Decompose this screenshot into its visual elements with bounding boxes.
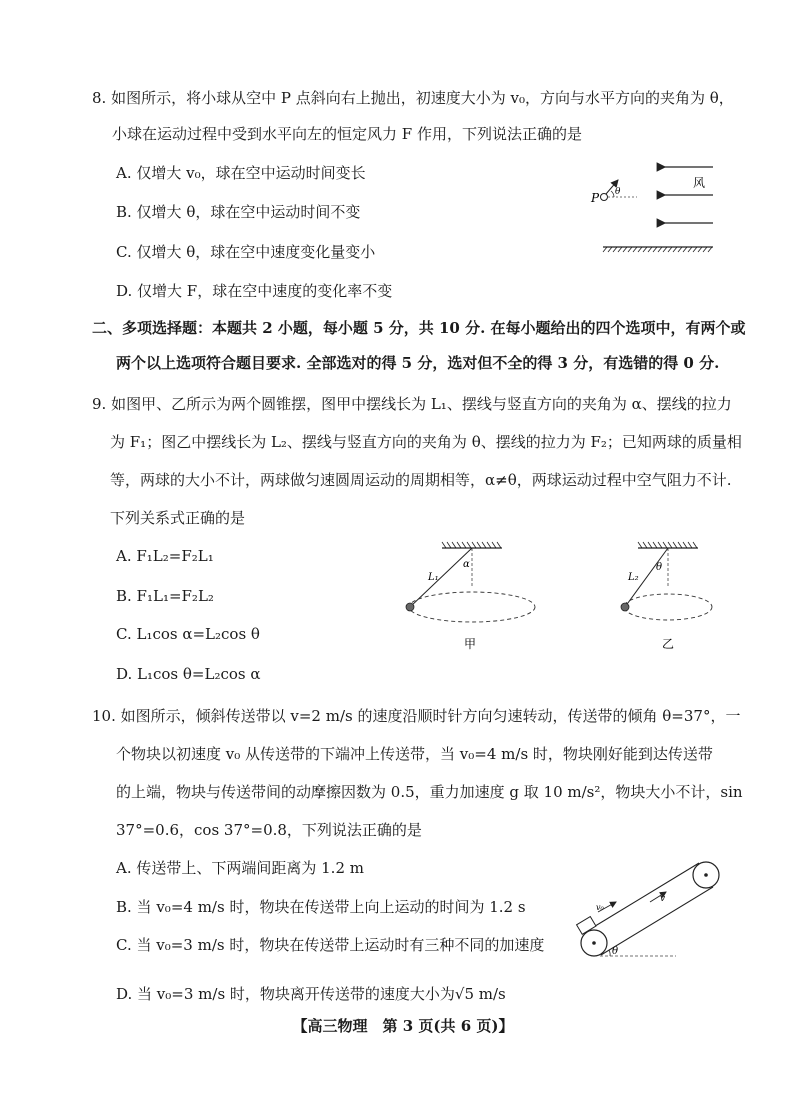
hatch-mark — [693, 542, 697, 548]
hatch-mark — [462, 542, 466, 548]
ball-right — [621, 603, 629, 611]
hatch-mark — [482, 542, 486, 548]
q8-option-a: A. 仅增大 v₀，球在空中运动时间变长 — [116, 164, 366, 182]
hatch-mark — [613, 247, 617, 252]
hatch-mark — [643, 542, 647, 548]
point-p-label: P — [591, 191, 600, 205]
q8-stem-line1: 8. 如图所示，将小球从空中 P 点斜向右上抛出，初速度大小为 v₀，方向与水平方向的夹角为 θ， — [92, 89, 734, 107]
hatch-mark — [492, 542, 496, 548]
q8-stem-line2: 小球在运动过程中受到水平向左的恒定风力 F 作用，下列说法正确的是 — [112, 125, 582, 143]
hatch-mark — [643, 247, 647, 252]
belt-upper — [587, 863, 699, 931]
q10-stem-line3: 的上端，物块与传送带间的动摩擦因数为 0.5，重力加速度 g 取 10 m/s²，物块大小不计，sin — [116, 783, 743, 801]
length-label-right: L₂ — [628, 572, 639, 583]
orbit-right — [624, 594, 712, 620]
q8-wind-figure — [585, 155, 720, 255]
string-left — [410, 548, 472, 607]
hatch-mark — [653, 542, 657, 548]
hatch-mark — [688, 542, 692, 548]
hatch-mark — [472, 542, 476, 548]
section2-heading-line1: 二、多项选择题：本题共 2 小题，每小题 5 分，共 10 分. 在每小题给出的四个选项中，有两个或 — [92, 319, 746, 337]
hatch-mark — [673, 542, 677, 548]
hatch-mark — [638, 542, 642, 548]
q10-option-d: D. 当 v₀=3 m/s 时，物块离开传送带的速度大小为√5 m/s — [116, 985, 506, 1003]
hatch-mark — [663, 542, 667, 548]
angle-label-left: α — [463, 559, 470, 570]
hatch-mark — [693, 247, 697, 252]
q9-option-a: A. F₁L₂=F₂L₁ — [116, 547, 214, 565]
hatch-mark — [497, 542, 501, 548]
q9-stem-line3: 等，两球的大小不计，两球做匀速圆周运动的周期相等，α≠θ，两球运动过程中空气阻力不计. — [110, 471, 732, 489]
length-label-left: L₁ — [428, 572, 439, 583]
hatch-mark — [653, 247, 657, 252]
wind-label: 风 — [693, 176, 706, 190]
angle-label-right: θ — [656, 562, 663, 573]
hatch-mark — [688, 247, 692, 252]
hatch-mark — [658, 542, 662, 548]
hatch-mark — [678, 542, 682, 548]
caption-left: 甲 — [464, 637, 477, 651]
q10-stem-line1: 10. 如图所示，倾斜传送带以 v=2 m/s 的速度沿顺时针方向匀速转动，传送带的倾角 θ=37°，一 — [92, 707, 741, 725]
hatch-mark — [678, 247, 682, 252]
q10-option-c: C. 当 v₀=3 m/s 时，物块在传送带上运动时有三种不同的加速度 — [116, 936, 545, 954]
hatch-mark — [648, 542, 652, 548]
hatch-mark — [608, 247, 612, 252]
q10-option-b: B. 当 v₀=4 m/s 时，物块在传送带上向上运动的时间为 1.2 s — [116, 898, 526, 916]
hatch-mark — [663, 247, 667, 252]
ball — [601, 194, 608, 201]
angle-label: θ — [612, 946, 619, 957]
hatch-mark — [477, 542, 481, 548]
hatch-mark — [683, 247, 687, 252]
hatch-mark — [447, 542, 451, 548]
hatch-mark — [452, 542, 456, 548]
orbit-left — [409, 592, 535, 622]
hatch-mark — [648, 247, 652, 252]
hatch-mark — [668, 247, 672, 252]
section2-heading-line2: 两个以上选项符合题目要求. 全部选对的得 5 分，选对但不全的得 3 分，有选错的得 0 分. — [116, 354, 720, 372]
q10-stem-line2: 个物块以初速度 v₀ 从传送带的下端冲上传送带，当 v₀=4 m/s 时，物块刚好能到达传送带 — [116, 745, 713, 763]
hatch-mark — [623, 247, 627, 252]
q9-option-c: C. L₁cos α=L₂cos θ — [116, 625, 260, 643]
q9-option-d: D. L₁cos θ=L₂cos α — [116, 665, 261, 683]
q8-option-b: B. 仅增大 θ，球在空中运动时间不变 — [116, 203, 361, 221]
hatch-mark — [698, 247, 702, 252]
hatch-mark — [683, 542, 687, 548]
page-footer: 【高三物理 第 3 页(共 6 页)】 — [292, 1017, 514, 1035]
hatch-mark — [673, 247, 677, 252]
v0-label: v₀ — [596, 903, 604, 912]
q9-option-b: B. F₁L₁=F₂L₂ — [116, 587, 214, 605]
hatch-mark — [628, 247, 632, 252]
hatch-mark — [633, 247, 637, 252]
q10-conveyor-figure — [570, 852, 720, 967]
angle-label: θ — [615, 187, 621, 197]
q10-option-a: A. 传送带上、下两端间距离为 1.2 m — [116, 859, 364, 877]
q9-stem-line1: 9. 如图甲、乙所示为两个圆锥摆，图甲中摆线长为 L₁、摆线与竖直方向的夹角为 α、摆线的拉力 — [92, 395, 732, 413]
hatch-mark — [703, 247, 707, 252]
hatch-mark — [487, 542, 491, 548]
caption-right: 乙 — [662, 637, 675, 651]
q10-stem-line4: 37°=0.6，cos 37°=0.8，下列说法正确的是 — [116, 821, 422, 839]
q8-option-d: D. 仅增大 F，球在空中速度的变化率不变 — [116, 282, 393, 300]
hatch-mark — [467, 542, 471, 548]
q9-stem-line2: 为 F₁；图乙中摆线长为 L₂、摆线与竖直方向的夹角为 θ、摆线的拉力为 F₂；已知两球的质量相 — [110, 433, 742, 451]
hatch-mark — [638, 247, 642, 252]
hatch-mark — [442, 542, 446, 548]
hatch-mark — [603, 247, 607, 252]
hatch-mark — [618, 247, 622, 252]
hatch-mark — [457, 542, 461, 548]
v-label: v — [660, 894, 666, 904]
hatch-mark — [658, 247, 662, 252]
q8-option-c: C. 仅增大 θ，球在空中速度变化量变小 — [116, 243, 376, 261]
q9-conical-pendulum-figure — [398, 540, 728, 655]
hatch-mark — [668, 542, 672, 548]
q9-stem-line4: 下列关系式正确的是 — [110, 509, 246, 527]
hatch-mark — [708, 247, 712, 252]
ball-left — [406, 603, 414, 611]
